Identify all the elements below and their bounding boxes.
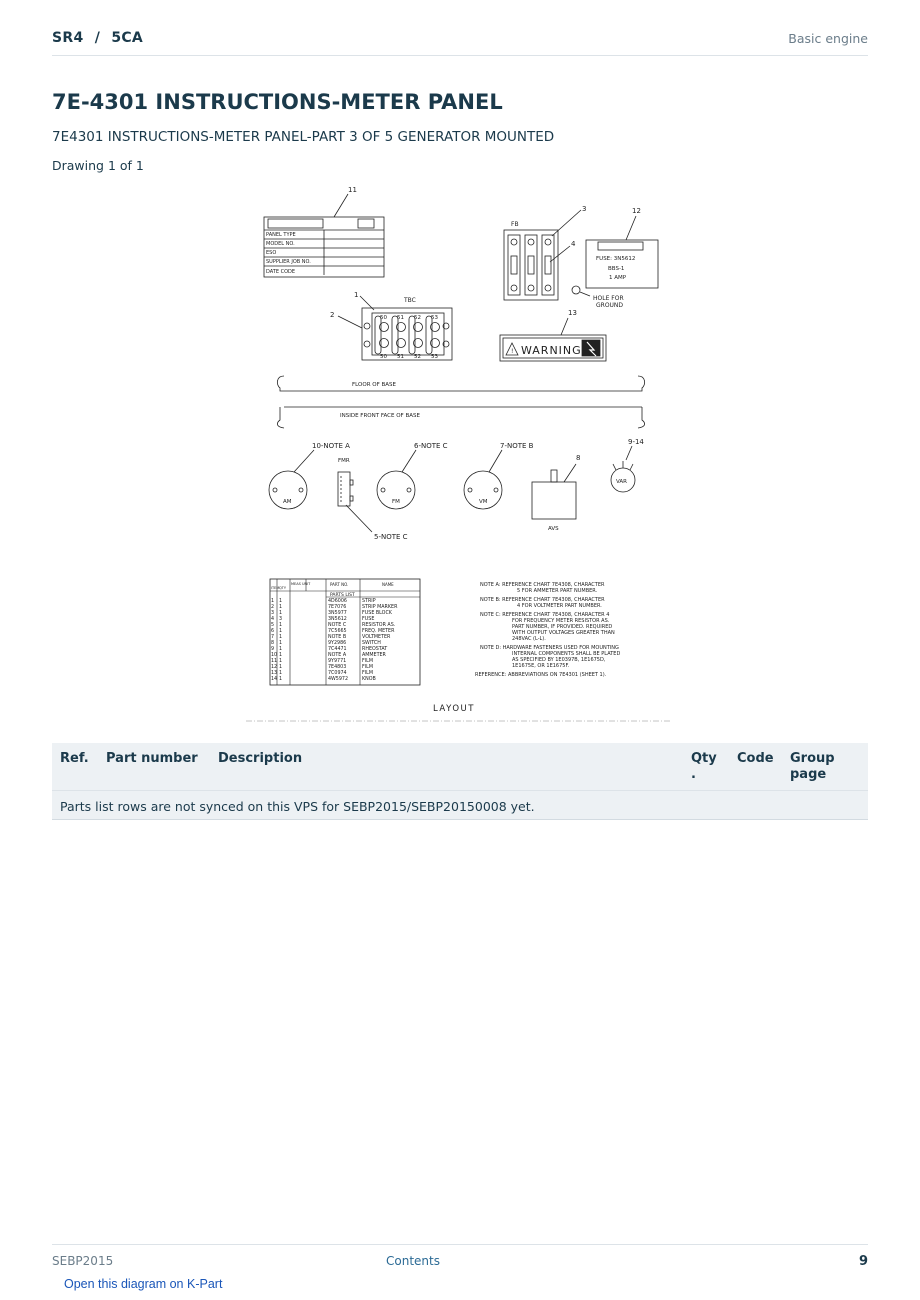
note-line: PART NUMBER, IF PROVIDED. REQUIRED	[512, 624, 613, 630]
note-line: 248VAC (L-L).	[512, 636, 546, 642]
parts-list-cell: NOTE C	[328, 623, 347, 628]
parts-list-cell: 4W5972	[328, 677, 349, 682]
parts-col-name: NAME	[382, 582, 394, 587]
kpart-link[interactable]: Open this diagram on K-Part	[64, 1277, 223, 1291]
panel-plate	[264, 186, 384, 277]
parts-list-cell: RHEOSTAT	[362, 647, 388, 652]
parts-list-cell: 1	[279, 623, 283, 628]
parts-list-cell: SWITCH	[362, 641, 381, 646]
fuse-block	[504, 205, 586, 300]
note-line: AS SPECIFIED BY 1E0397B, 1E1675D,	[512, 657, 606, 663]
parts-list-cell: 7C4471	[328, 647, 347, 652]
parts-empty-message: Parts list rows are not synced on this VPS for SEBP2015/SEBP20150008 yet.	[60, 799, 535, 814]
column-ref: Ref.	[60, 751, 89, 766]
fmr-label: FMR	[338, 458, 350, 464]
inside-front-face	[277, 407, 644, 428]
parts-list-cell: NOTE A	[328, 653, 347, 658]
parts-table-header	[52, 743, 868, 791]
callout-9: 9-14	[628, 438, 644, 446]
parts-list-cell: 11	[271, 659, 278, 664]
plate-row-label: PANEL TYPE	[266, 232, 296, 238]
parts-col-qty: QTY	[279, 586, 287, 590]
ammeter-voltmeter-switch	[532, 454, 580, 532]
parts-list-cell: STRIP	[362, 599, 376, 604]
callout-11: 11	[348, 186, 357, 194]
parts-list-cell: 1	[279, 677, 283, 682]
callout-7: 7-NOTE B	[500, 442, 534, 450]
callout-3: 3	[582, 205, 587, 213]
parts-list-cell: 7E4803	[328, 665, 347, 670]
parts-list-cell: FILM	[362, 659, 373, 664]
parts-list-cell: 7C5665	[328, 629, 347, 634]
note-line: NOTE D: HARDWARE FASTENERS USED FOR MOUNTING	[480, 645, 619, 651]
voltmeter	[464, 442, 534, 509]
parts-list-cell: 7C0974	[328, 671, 347, 676]
parts-list-cell: 6	[271, 629, 275, 634]
note-line: REFERENCE: ABBREVIATIONS ON 7E4301 (SHEET 1).	[475, 672, 607, 678]
svg-text:!: !	[511, 348, 514, 355]
note-line: FOR FREQUENCY METER RESISTOR AS.	[512, 618, 610, 624]
terminal-label: 51	[397, 354, 404, 360]
column-group-label: Group	[790, 751, 835, 766]
parts-list-cell: 3	[279, 617, 283, 622]
parts-list-cell: 7E7076	[328, 605, 347, 610]
page-footer	[52, 1244, 868, 1274]
column-group-page	[790, 751, 835, 783]
terminal-label: 52	[414, 354, 421, 360]
drawing-counter: Drawing 1 of 1	[52, 158, 144, 173]
bbs-label: BBS-1	[608, 266, 625, 272]
note-line: NOTE B: REFERENCE CHART 7E4308, CHARACTER	[480, 597, 605, 603]
amp-label: 1 AMP	[609, 275, 627, 281]
parts-list-cell: 8	[271, 641, 275, 646]
parts-list-cell: 1	[279, 641, 283, 646]
terminal-label: 51	[397, 315, 404, 321]
parts-list-cell: RESISTOR AS.	[362, 623, 396, 628]
parts-list-cell: 3N5612	[328, 617, 347, 622]
parts-list-cell: 9	[271, 647, 275, 652]
vm-label: VM	[479, 499, 488, 505]
parts-list-cell: 1	[279, 611, 283, 616]
parts-list-cell: 1	[279, 653, 283, 658]
parts-list-cell: FILM	[362, 665, 373, 670]
parts-list-cell: STRIP MARKER	[362, 605, 398, 610]
parts-list-cell: 7	[271, 635, 275, 640]
parts-list-cell: 1	[279, 629, 283, 634]
parts-list-cell: KNOB	[362, 677, 376, 682]
parts-col-item: ITEM	[271, 586, 280, 590]
terminal-label: 53	[431, 315, 438, 321]
inside-label: INSIDE FRONT FACE OF BASE	[340, 413, 420, 419]
parts-table-empty-row	[52, 791, 868, 820]
column-code: Code	[737, 751, 774, 766]
note-line: NOTE A: REFERENCE CHART 7E4308, CHARACTER	[480, 582, 605, 588]
note-line: NOTE C: REFERENCE CHART 7E4308, CHARACTER 4	[480, 612, 610, 618]
parts-list-cell: 14	[271, 677, 278, 682]
model-label: SR4	[52, 30, 84, 46]
avs-label: AVS	[548, 526, 559, 532]
callout-12: 12	[632, 207, 641, 215]
drawing-notes	[475, 582, 620, 678]
warning-decal	[500, 309, 606, 361]
note-line: INTERNAL COMPONENTS SHALL BE PLATED	[512, 651, 621, 657]
breadcrumb-separator: /	[94, 30, 101, 46]
floor-of-base	[277, 376, 644, 391]
fuse-label: FUSE: 3N5612	[596, 256, 636, 262]
column-page-label: page	[790, 767, 827, 782]
callout-8: 8	[576, 454, 581, 462]
page-subtitle: 7E4301 INSTRUCTIONS-METER PANEL-PART 3 OF 5 GENERATOR MOUNTED	[52, 129, 555, 145]
parts-list-title: PARTS LIST	[330, 593, 355, 598]
column-part-number: Part number	[106, 751, 198, 766]
prefix-label: 5CA	[111, 30, 144, 46]
am-label: AM	[283, 499, 292, 505]
parts-list-cell: 1	[271, 599, 275, 604]
parts-list-cell: NOTE B	[328, 635, 347, 640]
parts-list-cell: AMMETER	[362, 653, 386, 658]
parts-list-cell: 4	[271, 617, 275, 622]
column-qty	[691, 751, 717, 783]
plate-row-label: ESO	[266, 250, 277, 256]
plate-row-label: MODEL NO.	[266, 241, 295, 247]
plate-row-label: DATE CODE	[266, 269, 296, 275]
parts-list-cell: FREQ. METER	[362, 629, 395, 634]
parts-list-cell: 9Y2986	[328, 641, 347, 646]
parts-list-cell: 1	[279, 665, 283, 670]
parts-list-cell: 1	[279, 659, 283, 664]
parts-list-cell: 1	[279, 671, 283, 676]
plate-row-label: SUPPLIER JOB NO.	[266, 259, 311, 265]
breadcrumb	[52, 30, 143, 46]
terminal-label: 50	[380, 315, 387, 321]
column-description: Description	[218, 751, 303, 766]
technical-drawing	[246, 180, 676, 725]
parts-list-cell: 10	[271, 653, 278, 658]
parts-list-cell: 1	[279, 647, 283, 652]
floor-label: FLOOR OF BASE	[352, 382, 397, 388]
ground-label: GROUND	[596, 302, 624, 309]
parts-col-partno: PART NO.	[330, 582, 349, 587]
frequency-meter	[377, 442, 448, 509]
parts-list-cell: FILM	[362, 671, 373, 676]
note-line: WITH OUTPUT VOLTAGES GREATER THAN	[512, 630, 615, 636]
terminal-label: 53	[431, 354, 438, 360]
parts-list-cell: VOLTMETER	[362, 635, 391, 640]
parts-list-cell: FUSE BLOCK	[362, 611, 392, 616]
fm-label: FM	[392, 499, 400, 505]
warning-label: WARNING	[521, 344, 582, 357]
callout-5: 5-NOTE C	[374, 533, 408, 541]
layout-label: LAYOUT	[433, 704, 475, 714]
note-line: 1E1675E, OR 1E1675F.	[512, 663, 570, 669]
document-id: SEBP2015	[52, 1254, 114, 1268]
parts-list-cell: 4D6006	[328, 599, 347, 604]
parts-list-cell: 1	[279, 599, 283, 604]
parts-list-cell: 1	[279, 635, 283, 640]
column-qty-suffix: .	[691, 767, 696, 782]
parts-list-cell: 9Y9771	[328, 659, 347, 664]
fb-label: FB	[511, 221, 519, 228]
parts-list-cell: 12	[271, 665, 278, 670]
parts-list-cell: 1	[279, 605, 283, 610]
callout-4: 4	[571, 240, 576, 248]
parts-table	[52, 743, 868, 820]
terminal-label: 52	[414, 315, 421, 321]
callout-2: 2	[330, 311, 335, 319]
parts-list-cell: 3N5977	[328, 611, 347, 616]
page-header	[52, 28, 868, 56]
section-label: Basic engine	[788, 31, 868, 46]
parts-list-cell: 3	[271, 611, 275, 616]
parts-list-cell: 5	[271, 623, 275, 628]
var-label: VAR	[616, 479, 627, 485]
column-qty-label: Qty	[691, 751, 717, 766]
hole-label: HOLE FOR	[593, 295, 624, 302]
parts-list-cell: 13	[271, 671, 278, 676]
callout-1: 1	[354, 291, 359, 299]
page-title: 7E-4301 INSTRUCTIONS-METER PANEL	[52, 90, 503, 114]
tbc-label: TBC	[404, 297, 416, 304]
page-number: 9	[858, 1254, 868, 1269]
parts-list-cell: FUSE	[362, 617, 375, 622]
voltage-adjust-rheostat	[611, 438, 644, 492]
fuse-decal	[572, 207, 658, 309]
callout-13: 13	[568, 309, 577, 317]
callout-6: 6-NOTE C	[414, 442, 448, 450]
contents-link[interactable]: Contents	[386, 1254, 440, 1268]
terminal-label: 50	[380, 354, 387, 360]
parts-list-cell: 2	[271, 605, 275, 610]
note-line: 4 FOR VOLTMETER PART NUMBER.	[517, 603, 602, 609]
note-line: 5 FOR AMMETER PART NUMBER.	[517, 588, 598, 594]
callout-10: 10-NOTE A	[312, 442, 350, 450]
drawing-parts-list	[270, 579, 420, 685]
parts-col-meas: MEAS UNIT	[291, 582, 311, 586]
terminal-strip	[330, 291, 452, 360]
